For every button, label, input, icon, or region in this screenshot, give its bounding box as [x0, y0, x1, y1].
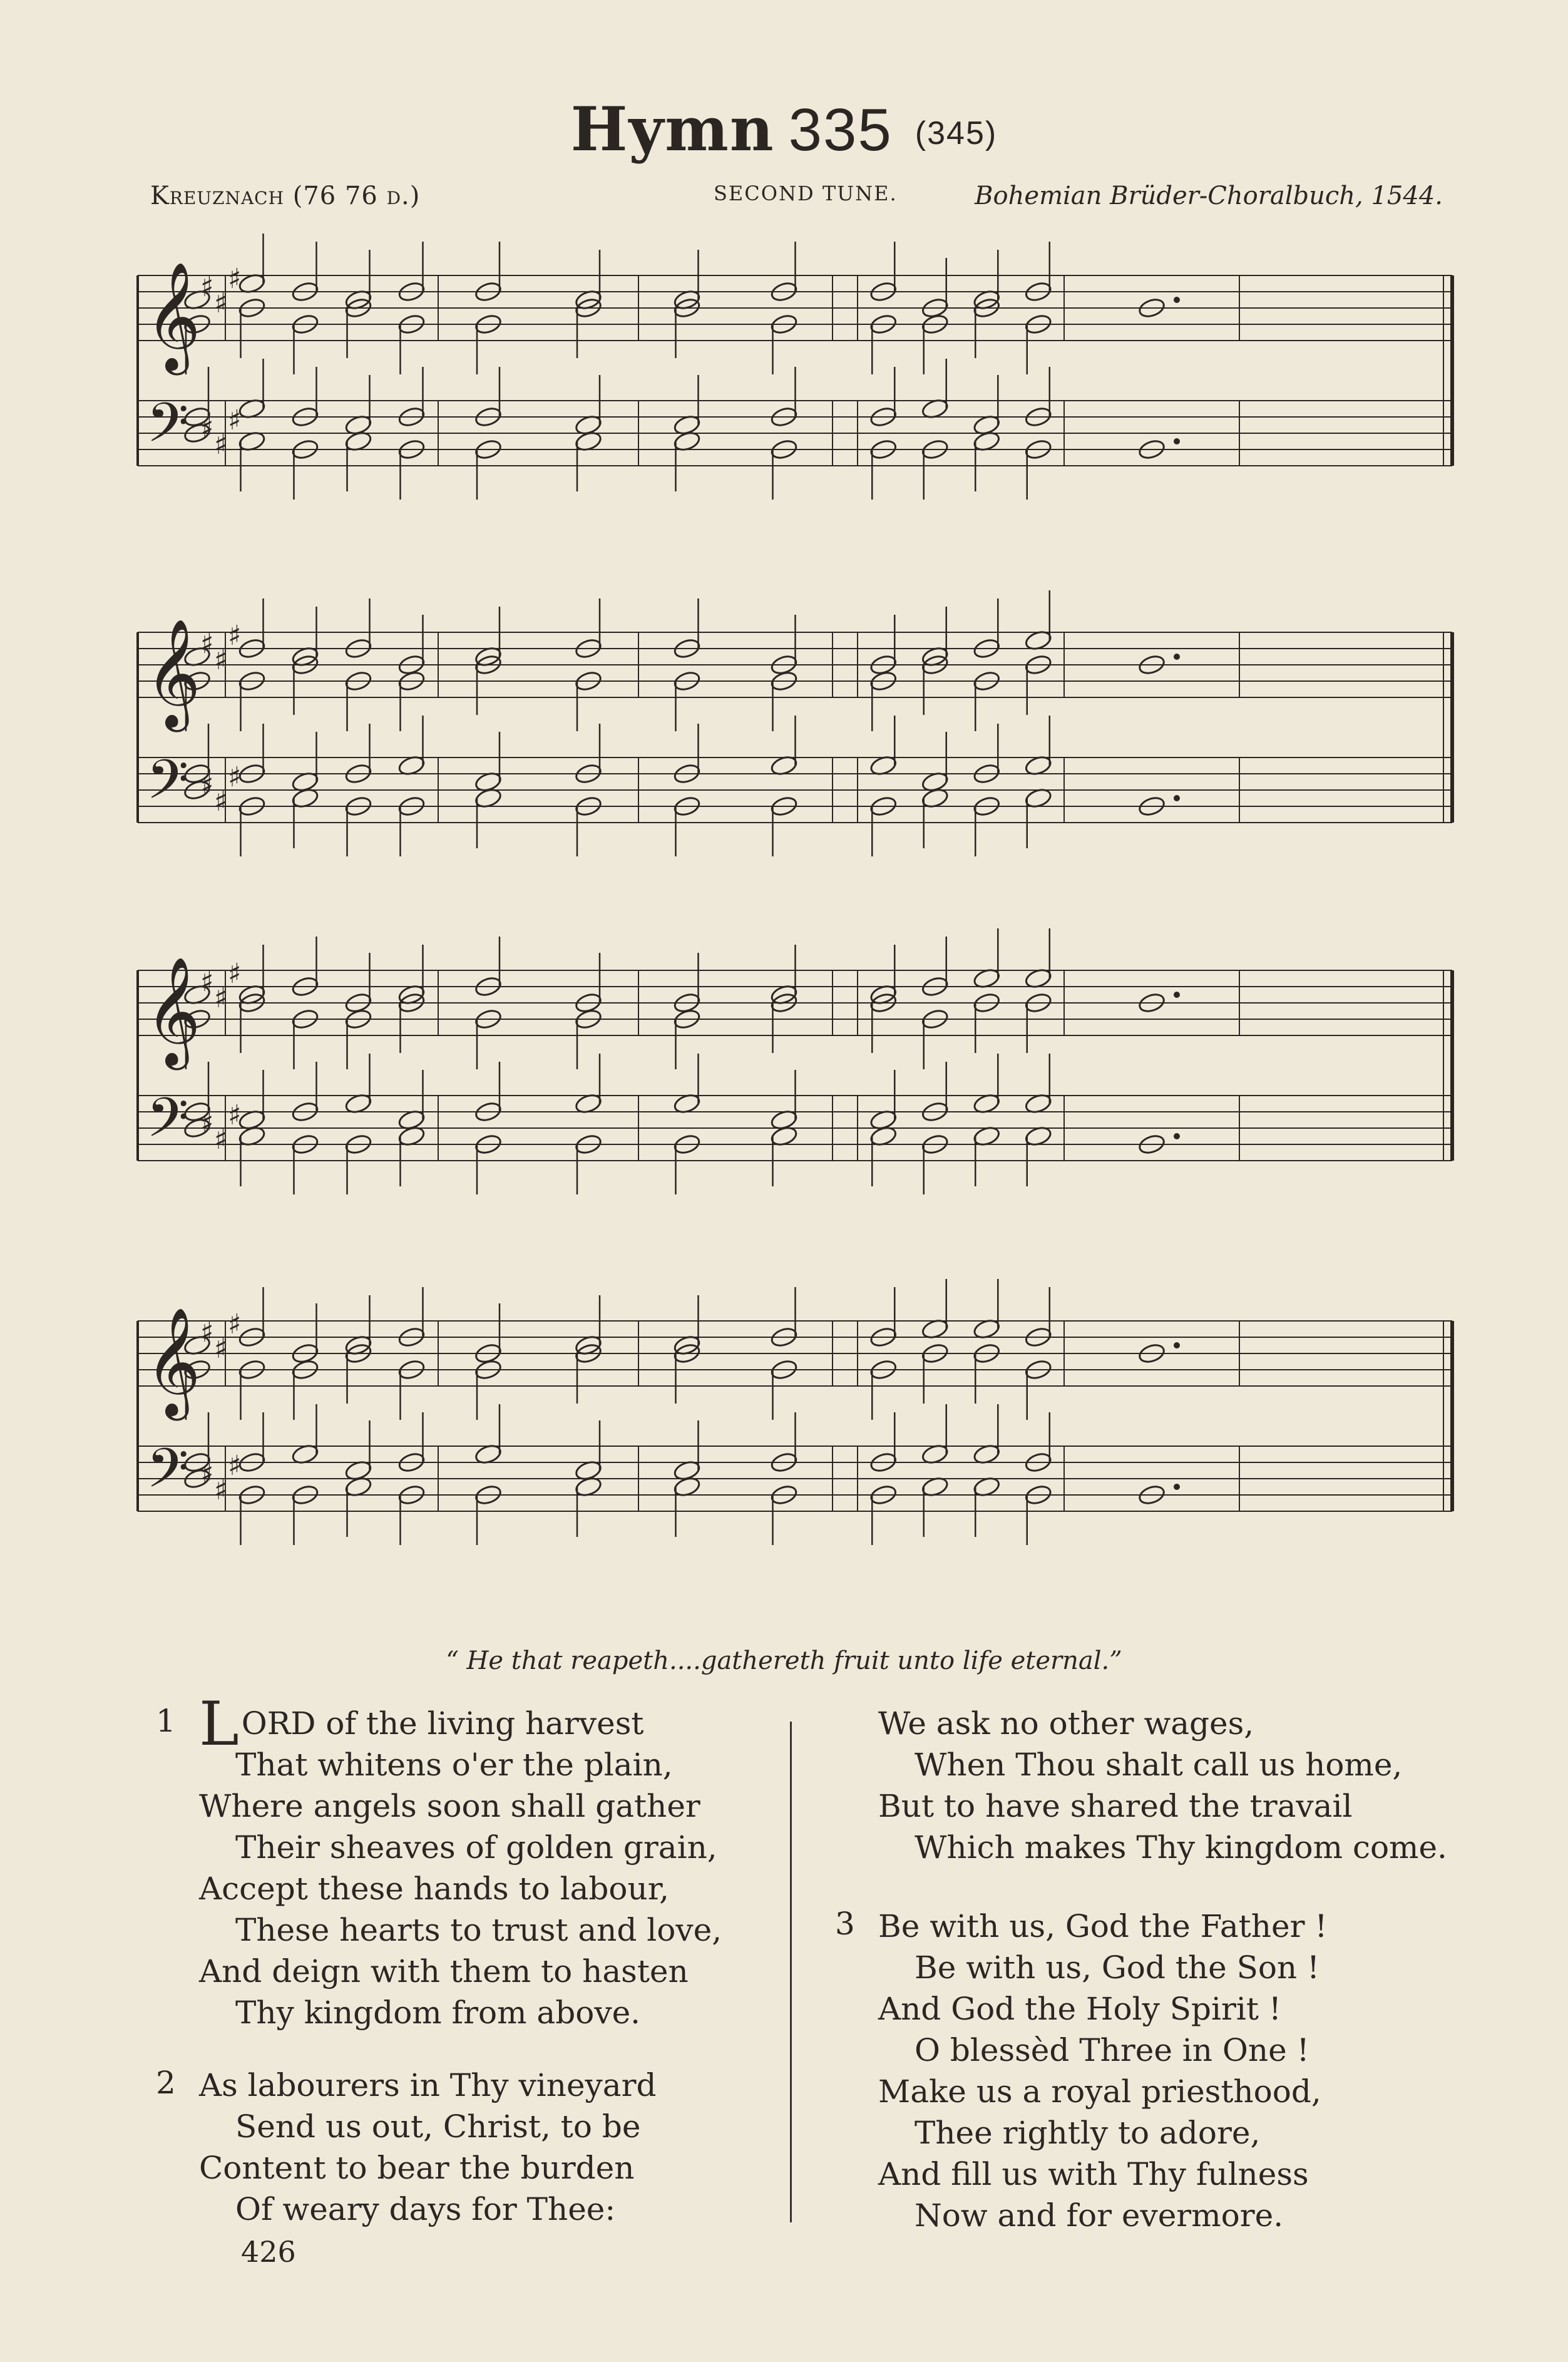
dot	[1174, 1342, 1180, 1348]
dot	[1174, 438, 1180, 444]
sharp-icon: ♯	[214, 429, 228, 461]
sharp-icon: ♯	[228, 1308, 242, 1340]
sharp-icon: ♯	[200, 1317, 214, 1348]
bass-clef-icon: 𝄢	[146, 1437, 189, 1513]
verses-right-column	[836, 1703, 1493, 2267]
treble-clef-icon: 𝄞	[145, 957, 201, 1065]
sharp-icon: ♯	[200, 1458, 214, 1490]
verse-line: Now and for evermore.	[915, 2197, 1284, 2234]
verse-line: Content to bear the burden	[199, 2150, 635, 2186]
tune-label: SECOND TUNE.	[714, 182, 898, 205]
dot	[1174, 1484, 1180, 1490]
verses	[0, 1689, 1568, 2266]
sharp-icon: ♯	[228, 958, 242, 990]
verse-line: These hearts to trust and love,	[235, 1912, 722, 1948]
verse-line: Send us out, Christ, to be	[235, 2108, 641, 2145]
bass-clef-icon: 𝄢	[146, 1086, 189, 1163]
tune-name: Kreuznach (76 76 d.)	[150, 182, 421, 210]
bass-clef-icon: 𝄢	[146, 391, 189, 468]
sharp-icon: ♯	[200, 1107, 214, 1139]
sharp-icon: ♯	[214, 1474, 228, 1506]
verse-line: We ask no other wages,	[878, 1705, 1254, 1742]
dot	[1174, 654, 1180, 660]
verse-line: Accept these hands to labour,	[199, 1871, 670, 1907]
verse-line: LORD of the living harvest	[199, 1689, 644, 1759]
verses-left-column	[156, 1689, 751, 2261]
verse-2-continued	[836, 1703, 1493, 1868]
verse-line: And God the Holy Spirit !	[878, 1991, 1281, 2027]
bass-clef-icon: 𝄢	[146, 748, 189, 824]
page-number: 426	[241, 2235, 296, 2269]
verse-line: Where angels soon shall gather	[199, 1788, 700, 1824]
sharp-icon: ♯	[214, 287, 228, 319]
sharp-icon: ♯	[228, 1099, 242, 1131]
sharp-icon: ♯	[214, 644, 228, 676]
verse-line: When Thou shalt call us home,	[915, 1747, 1403, 1783]
verse-number: 2	[156, 2065, 176, 2101]
verse-line: And fill us with Thy fulness	[878, 2156, 1309, 2192]
scripture-quote: “ He that reapeth....gathereth fruit unto life eternal.”	[446, 1646, 1122, 1675]
dot	[1174, 795, 1180, 801]
drop-cap: L	[199, 1689, 239, 1759]
dot	[1174, 1133, 1180, 1139]
sharp-icon: ♯	[228, 404, 242, 436]
tune-source: Bohemian Brüder-Choralbuch, 1544.	[975, 182, 1443, 210]
sharp-icon: ♯	[200, 966, 214, 998]
treble-clef-icon: 𝄞	[145, 262, 201, 371]
verse-line: O blessèd Three in One !	[915, 2032, 1309, 2068]
verse-line: That whitens o'er the plain,	[235, 1747, 673, 1783]
sharp-icon: ♯	[200, 628, 214, 660]
verse-line: Be with us, God the Father !	[878, 1908, 1328, 1944]
treble-clef-icon: 𝄞	[145, 1307, 201, 1416]
hymn-number: 335	[788, 96, 893, 163]
verse-line: But to have shared the travail	[878, 1788, 1353, 1824]
sharp-icon: ♯	[228, 620, 242, 652]
hymn-title	[0, 94, 1568, 165]
sharp-icon: ♯	[214, 1124, 228, 1156]
verse-line: And deign with them to hasten	[199, 1953, 689, 1990]
verse-line: Their sheaves of golden grain,	[235, 1829, 717, 1866]
music-staves	[125, 225, 1465, 1590]
hymn-alt-number: (345)	[915, 115, 998, 151]
verse-number: 3	[835, 1906, 855, 1942]
verse-line: Which makes Thy kingdom come.	[915, 1829, 1447, 1866]
sharp-icon: ♯	[228, 1450, 242, 1482]
sharp-icon: ♯	[214, 1333, 228, 1365]
hymn-word: Hymn	[570, 94, 775, 165]
sharp-icon: ♯	[200, 271, 214, 303]
dot	[1174, 297, 1180, 303]
dot	[1174, 992, 1180, 998]
verse-3	[836, 1906, 1493, 2236]
verse-number: 1	[156, 1703, 176, 1739]
verse-1	[156, 1689, 751, 2033]
treble-clef-icon: 𝄞	[145, 619, 201, 727]
sharp-icon: ♯	[228, 263, 242, 295]
sharp-icon: ♯	[200, 413, 214, 444]
sharp-icon: ♯	[200, 769, 214, 801]
verse-line: Be with us, God the Son !	[915, 1949, 1320, 1986]
music-score	[125, 225, 1465, 1590]
verse-line: Thee rightly to adore,	[915, 2115, 1261, 2151]
sharp-icon: ♯	[214, 786, 228, 818]
verse-2	[156, 2065, 751, 2230]
verse-line: Make us a royal priesthood,	[878, 2073, 1321, 2110]
verse-line: Thy kingdom from above.	[235, 1995, 641, 2031]
sharp-icon: ♯	[214, 982, 228, 1014]
sharp-icon: ♯	[228, 761, 242, 793]
verse-line: Of weary days for Thee:	[235, 2191, 616, 2227]
verse-line: As labourers in Thy vineyard	[199, 2067, 657, 2103]
